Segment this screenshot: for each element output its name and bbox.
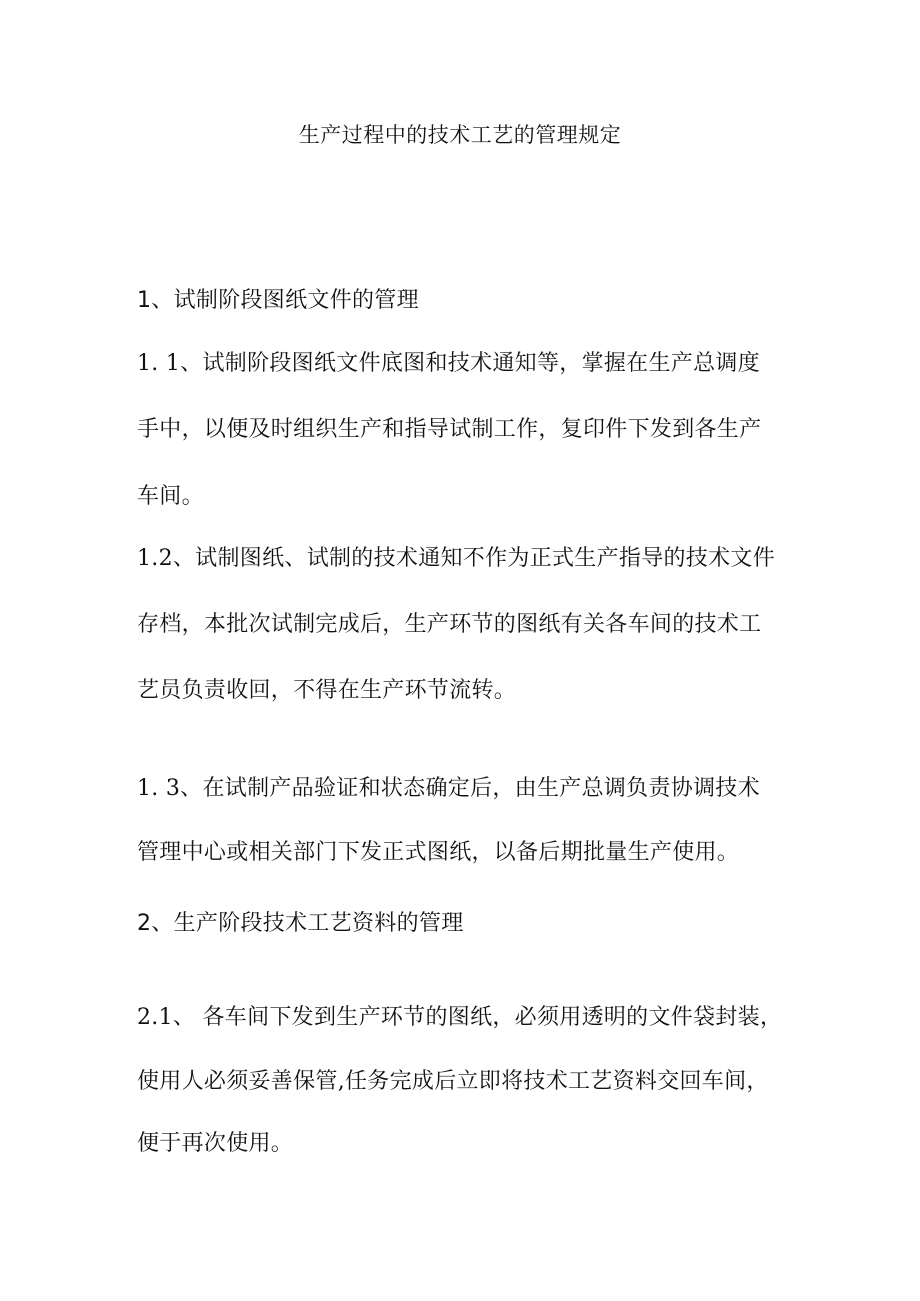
paragraph-line: 管理中心或相关部门下发正式图纸，以备后期批量生产使用。: [137, 840, 740, 865]
paragraph-line: 便于再次使用。: [137, 1131, 294, 1156]
paragraph-line: 1. 1、试制阶段图纸文件底图和技术通知等，掌握在生产总调度: [137, 351, 760, 376]
paragraph-line: 艺员负责收回，不得在生产环节流转。: [137, 678, 517, 703]
paragraph-line: 1.2、试制图纸、试制的技术通知不作为正式生产指导的技术文件: [137, 546, 775, 571]
section-heading-1: 1、试制阶段图纸文件的管理: [137, 288, 419, 313]
section-heading-2: 2、生产阶段技术工艺资料的管理: [137, 911, 464, 936]
paragraph-line: 1. 3、在试制产品验证和状态确定后，由生产总调负责协调技术: [137, 776, 760, 801]
paragraph-line: 车间。: [137, 484, 204, 509]
document-title: 生产过程中的技术工艺的管理规定: [298, 123, 622, 147]
paragraph-line: 2.1、 各车间下发到生产环节的图纸，必须用透明的文件袋封装，: [137, 1005, 783, 1030]
paragraph-line: 使用人必须妥善保管,任务完成后立即将技术工艺资料交回车间，: [137, 1069, 769, 1094]
paragraph-line: 存档，本批次试制完成后，生产环节的图纸有关各车间的技术工: [137, 612, 762, 637]
paragraph-line: 手中，以便及时组织生产和指导试制工作，复印件下发到各生产: [137, 417, 762, 442]
